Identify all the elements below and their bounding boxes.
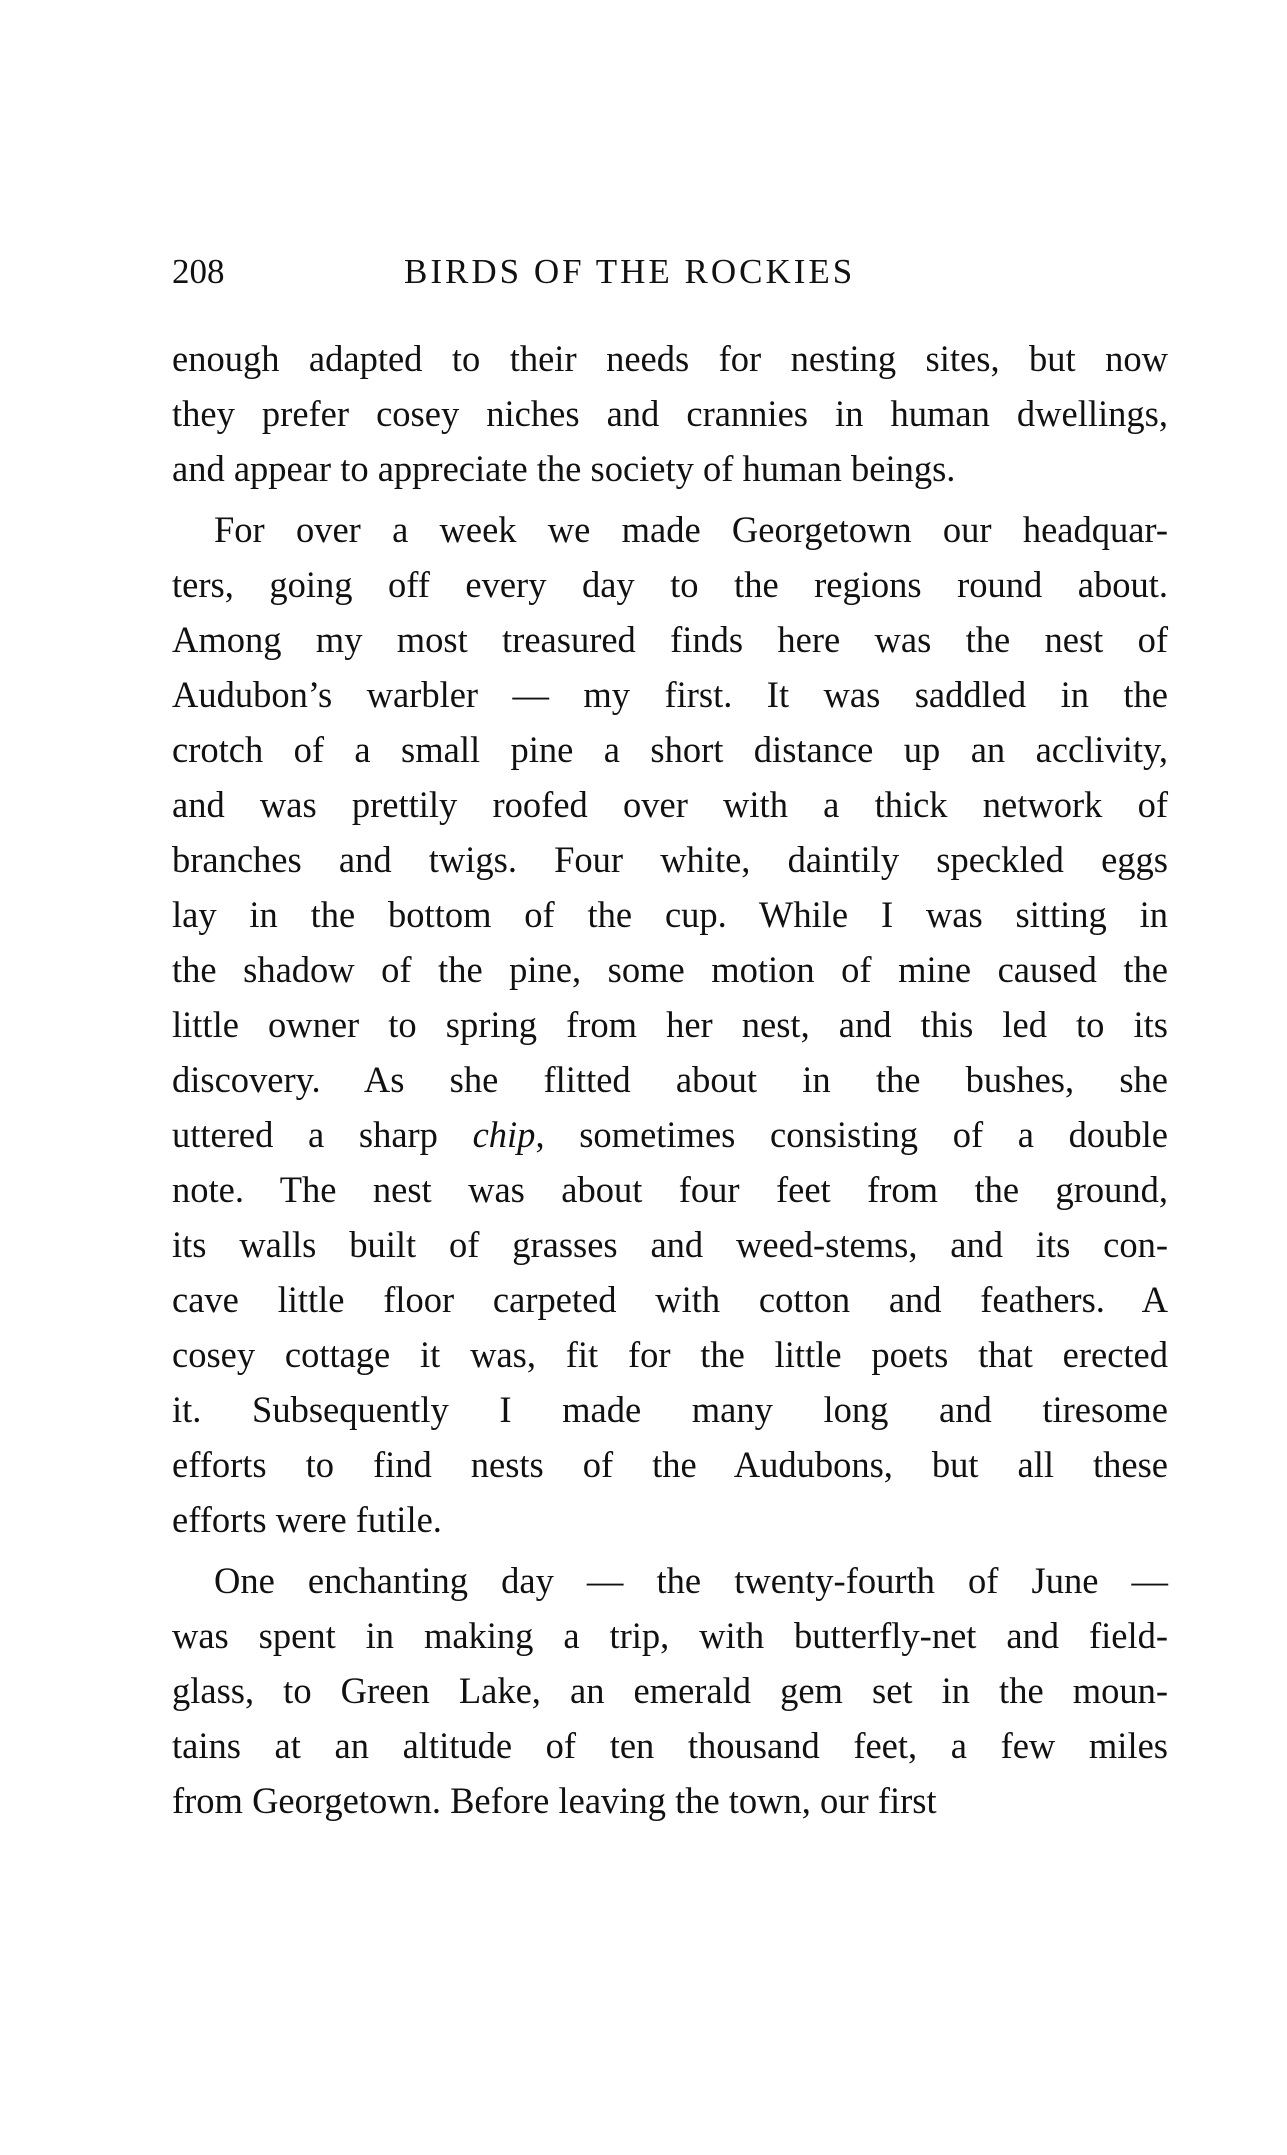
text-span: they prefer cosey niches and crannies in human dwellings, [172,393,1168,434]
text-line [172,1553,1168,1608]
text-line [172,1608,1168,1663]
text-span: its walls built of grasses and weed-stems, and its con- [172,1224,1168,1265]
text-span: efforts were futile. [172,1499,442,1540]
text-line [172,1272,1168,1327]
text-line [172,1107,1168,1162]
paragraph [172,331,1168,496]
text-span: note. The nest was about four feet from the ground, [172,1169,1168,1210]
text-span: For over a week we made Georgetown our headquar- [214,509,1168,550]
text-line [172,1773,1168,1828]
text-line [172,1382,1168,1437]
text-span: cave little floor carpeted with cotton and feathers. A [172,1279,1168,1320]
text-span: the shadow of the pine, some motion of mine caused the [172,949,1168,990]
italic-word: chip [472,1114,536,1155]
text-span: One enchanting day — the twenty-fourth of June — [214,1560,1168,1601]
text-span: uttered a sharp [172,1114,473,1155]
page-number: 208 [172,252,225,291]
text-line [172,1718,1168,1773]
text-line [172,331,1168,386]
text-span: from Georgetown. Before leaving the town, our first [172,1780,937,1821]
text-span: Among my most treasured finds here was the nest of [172,619,1168,660]
text-line [172,502,1168,557]
text-line [172,997,1168,1052]
text-line [172,612,1168,667]
paragraph [172,1553,1168,1828]
text-line [172,441,1168,496]
text-span: Audubon’s warbler — my first. It was saddled in the [172,674,1168,715]
text-line [172,1492,1168,1547]
text-span: cosey cottage it was, fit for the little poets that erected [172,1334,1168,1375]
text-line [172,1437,1168,1492]
running-header [172,252,1168,302]
text-line [172,777,1168,832]
running-title: BIRDS OF THE ROCKIES [404,252,856,291]
text-span: , sometimes consisting of a double [535,1114,1168,1155]
text-span: discovery. As she flitted about in the bushes, she [172,1059,1168,1100]
text-span: little owner to spring from her nest, and this led to its [172,1004,1168,1045]
text-line [172,1162,1168,1217]
text-span: lay in the bottom of the cup. While I was sitting in [172,894,1168,935]
text-line [172,1217,1168,1272]
text-span: and appear to appreciate the society of human beings. [172,448,956,489]
text-span: was spent in making a trip, with butterfly-net and field- [172,1615,1168,1656]
text-line [172,722,1168,777]
text-span: crotch of a small pine a short distance up an acclivity, [172,729,1168,770]
text-line [172,887,1168,942]
body-text [172,331,1168,1834]
text-span: enough adapted to their needs for nesting sites, but now [172,338,1168,379]
text-span: branches and twigs. Four white, daintily speckled eggs [172,839,1168,880]
text-span: efforts to find nests of the Audubons, but all these [172,1444,1168,1485]
text-line [172,1052,1168,1107]
text-span: and was prettily roofed over with a thick network of [172,784,1168,825]
text-line [172,557,1168,612]
text-line [172,942,1168,997]
text-span: glass, to Green Lake, an emerald gem set in the moun- [172,1670,1168,1711]
paragraph [172,502,1168,1547]
text-span: ters, going off every day to the regions round about. [172,564,1168,605]
text-span: tains at an altitude of ten thousand feet, a few miles [172,1725,1168,1766]
text-line [172,667,1168,722]
text-line [172,832,1168,887]
text-line [172,1327,1168,1382]
text-span: it. Subsequently I made many long and tiresome [172,1389,1168,1430]
text-line [172,1663,1168,1718]
text-line [172,386,1168,441]
